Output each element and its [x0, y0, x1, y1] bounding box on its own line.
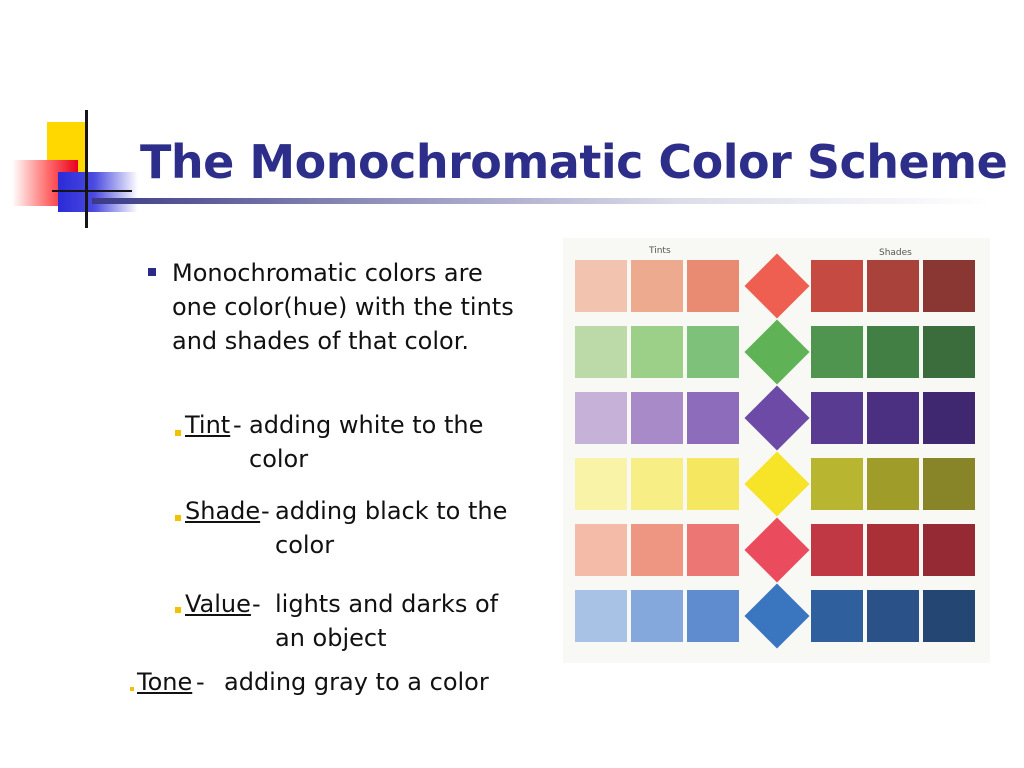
shade-swatch-red-2 — [867, 524, 919, 576]
shade-swatch-green-1 — [811, 326, 863, 378]
tint-swatch-blue-1 — [575, 590, 627, 642]
tint-swatch-yellow-1 — [575, 458, 627, 510]
title-underline — [92, 198, 992, 204]
shade-swatch-blue-2 — [867, 590, 919, 642]
tone-bullet-marker — [130, 687, 134, 691]
shade-swatch-blue-3 — [923, 590, 975, 642]
tint-swatch-violet-1 — [575, 392, 627, 444]
tint-swatch-red-2 — [631, 524, 683, 576]
tint-swatch-red-orange-2 — [631, 260, 683, 312]
logo-blue-square — [58, 172, 138, 212]
tints-label: Tints — [649, 246, 671, 256]
pure-hue-diamond-green — [744, 319, 809, 384]
pure-hue-diamond-blue — [744, 583, 809, 648]
shade-swatch-violet-3 — [923, 392, 975, 444]
logo-graphic — [0, 110, 140, 230]
shade-swatch-green-2 — [867, 326, 919, 378]
shade-swatch-red-orange-1 — [811, 260, 863, 312]
tint-bullet-marker — [175, 430, 181, 436]
tint-swatch-red-1 — [575, 524, 627, 576]
shade-swatch-green-3 — [923, 326, 975, 378]
shade-bullet-marker — [175, 515, 181, 521]
value-separator: - — [252, 590, 261, 618]
tint-swatch-green-1 — [575, 326, 627, 378]
tone-separator: - — [196, 668, 205, 696]
pure-hue-diamond-red — [744, 517, 809, 582]
shade-separator: - — [261, 497, 270, 525]
value-term: Value — [185, 590, 251, 618]
shade-swatch-violet-2 — [867, 392, 919, 444]
tint-swatch-yellow-3 — [687, 458, 739, 510]
tint-swatch-green-3 — [687, 326, 739, 378]
shade-swatch-violet-1 — [811, 392, 863, 444]
shade-swatch-yellow-1 — [811, 458, 863, 510]
shade-swatch-red-orange-2 — [867, 260, 919, 312]
shade-definition: adding black to the color — [275, 497, 508, 559]
tint-swatch-red-orange-1 — [575, 260, 627, 312]
pure-hue-diamond-red-orange — [744, 253, 809, 318]
shades-label: Shades — [879, 248, 912, 258]
tint-definition: adding white to the color — [249, 411, 484, 473]
shade-swatch-red-3 — [923, 524, 975, 576]
main-bullet-marker — [148, 268, 156, 276]
pure-hue-diamond-violet — [744, 385, 809, 450]
tint-term: Tint — [185, 411, 231, 439]
slide-title: The Monochromatic Color Scheme — [140, 135, 1008, 189]
logo-vertical-line — [85, 110, 88, 228]
tint-swatch-violet-2 — [631, 392, 683, 444]
tint-swatch-blue-3 — [687, 590, 739, 642]
shade-swatch-yellow-2 — [867, 458, 919, 510]
shade-swatch-blue-1 — [811, 590, 863, 642]
tone-definition: adding gray to a color — [224, 668, 489, 696]
logo-horizontal-line — [52, 190, 132, 192]
shade-swatch-yellow-3 — [923, 458, 975, 510]
tone-term: Tone — [137, 668, 193, 696]
tint-swatch-yellow-2 — [631, 458, 683, 510]
value-definition: lights and darks of an object — [275, 590, 499, 652]
tint-swatch-violet-3 — [687, 392, 739, 444]
pure-hue-diamond-yellow — [744, 451, 809, 516]
shade-term: Shade — [185, 497, 261, 525]
tint-swatch-green-2 — [631, 326, 683, 378]
tint-separator: - — [233, 411, 242, 439]
tint-swatch-red-3 — [687, 524, 739, 576]
tints-shades-swatch-chart — [563, 238, 990, 663]
tint-swatch-blue-2 — [631, 590, 683, 642]
main-bullet-text: Monochromatic colors are one color(hue) with the tints and shades of that color. — [172, 259, 514, 355]
tint-swatch-red-orange-3 — [687, 260, 739, 312]
value-bullet-marker — [175, 607, 181, 613]
shade-swatch-red-orange-3 — [923, 260, 975, 312]
shade-swatch-red-1 — [811, 524, 863, 576]
